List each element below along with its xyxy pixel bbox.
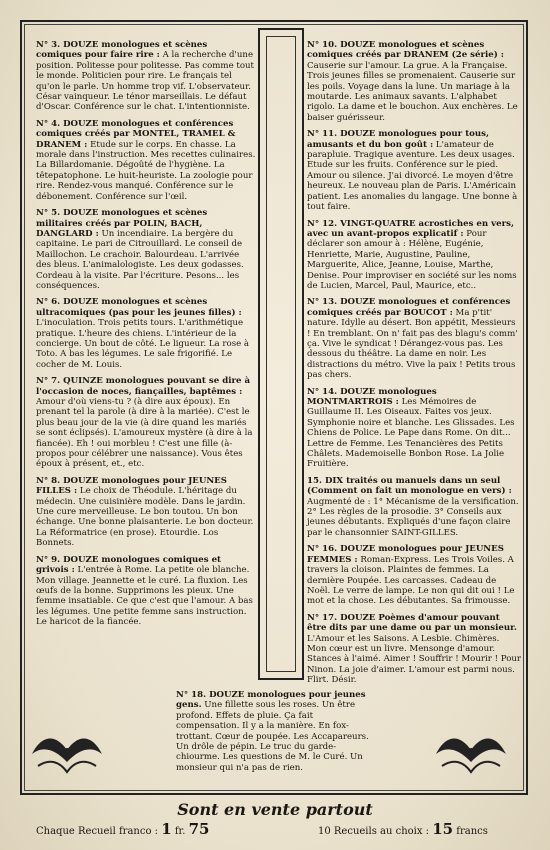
entry-heading: N° 11. DOUZE monologues pour tous, amusants et du bon goût : [307, 129, 489, 150]
price-unit: francs [456, 826, 488, 837]
entry-body: L'amateur de parapluie. Tragique aventure. Les deux usages. Etude sur les fruits. Conférence sur le pied. Amour ou silence. J'ai divorcé. Le moyen d'être heureux. Le nouveau plan de Paris. L'Américain patient. Les anomalies du langage. Une bonne à tout faire. [307, 139, 518, 213]
price-value: 15 [432, 820, 454, 838]
left-column [36, 40, 256, 634]
entry-body: Un incendiaire. La bergère du capitaine. Le pari de Citrouillard. Le conseil de Maillochon. Le crachoir. Balourdeau. L'arrivée des bleus. L'animalologiste. Les deux godasses. Cordeau à la visite. Par l'écriture. Pesons... les conséquences. [36, 228, 244, 291]
price-bundle [318, 820, 488, 838]
price-cents: 75 [188, 820, 210, 838]
catalog-entry [36, 119, 256, 202]
entry-heading: N° 17. DOUZE Poèmes d'amour pouvant être dits par une dame ou par un monsieur. [307, 612, 517, 634]
entry-body: Pour déclarer son amour à : Hélène, Eugénie, Henriette, Marie, Augustine, Pauline, Marguerite, Alice, Jeanne, Louise, Marthe, Denise. Pour improviser en société sur les noms de Lucien, Marcel, Paul, Maurice, etc.. [307, 228, 517, 291]
price-unit: fr. [174, 826, 186, 837]
catalog-entry [36, 208, 256, 291]
price-value: 1 [161, 820, 172, 838]
entry-heading: N° 10. DOUZE monologues et scènes comiques créés par DRANEM (2e série) : [307, 40, 504, 61]
catalog-entry [307, 40, 521, 123]
catalog-entry [36, 297, 256, 370]
catalog-entry [36, 376, 256, 470]
catalog-entry [307, 219, 521, 292]
price-label: 10 Recueils au choix : [318, 826, 430, 837]
price-label: Chaque Recueil franco : [36, 826, 159, 837]
catalog-entry [307, 476, 521, 538]
price-single [36, 820, 209, 838]
entry-heading: 15. DIX traités ou manuels dans un seul (Comment on fait un monologue en vers) : [307, 475, 512, 497]
entry-body: L'inoculation. Trois petits tours. L'arithmétique pratique. L'heure des chiens. L'intérieur de la concierge. Un bout de côté. Le ligueur. La rose à Toto. A bas les légumes. Le sale frigorifié. Le cocher de M. Louis. [36, 318, 250, 370]
entry-body: Une fillette sous les roses. Un être profond. Effets de pluie. Ça fait compensation. Il y a la manière. En fox-trottant. Cœur de poupée. Les Accapareurs. Un drôle de pépin. Le truc du garde-chiourme. Les questions de M. le Curé. Un monsieur qui n'a pas de rien. [176, 700, 369, 773]
catalog-entry [307, 387, 521, 470]
entry-heading: N° 5. DOUZE monologues et scènes militaires créés par POLIN, BACH, DANGLARD : [36, 208, 208, 239]
column-divider [258, 28, 304, 680]
right-ornament [432, 728, 510, 780]
entry-body: Causerie sur l'amour. La grue. A la Française. Trois jeunes filles se promenaient. Causerie sur les poils. Voyage dans la lune. Un mariage à la moutarde. Les animaux savants. L'alphabet rigolo. La dame et le bouchon. Aux enchères. Le baiser guérisseur. [307, 60, 518, 123]
entry-heading: N° 6. DOUZE monologues et scènes ultracomiques (pas pour les jeunes filles) : [36, 297, 242, 318]
entry-heading: N° 18. DOUZE monologues pour jeunes gens. [176, 690, 366, 711]
entry-body: Le choix de Théodule. L'héritage du médecin. Une cuisinière modèle. Dans le jardin. Une cure merveilleuse. Le bon toutou. Un bon échange. Une bonne plaisanterie. Le bon docteur. La Réformatrice (en prose). Etourdie. Los Bonnets. [36, 486, 254, 549]
catalog-entry [36, 555, 256, 628]
catalog-entry [307, 297, 521, 380]
entry-body: Etude sur le corps. En chasse. La morale dans l'instruction. Mes recettes culinaires. La Billardomanie. Dégoûté de l'hygiène. La têtepatophone. Le huit-heuriste. La zoologie pour rire. Rendez-vous manqué. Conférence sur le débonement. Conférence sur l'œil. [36, 139, 256, 202]
entry-body: Ma p'tit' nature. Idylle au désert. Bon appétit, Messieurs ! En tremblant. On n' fait pas des blagu's comm' ça. Vive le syndicat ! Dérangez-vous pas. Les dessous du théâtre. La dame en noir. Les distractions du métro. Vive la paix ! Petits trous pas chers. [307, 307, 518, 381]
entry-body: A la recherche d'une position. Politesse pour politesse. Pas comme tout le monde. Politicien pour rire. Le français tel qu'on le parle. Un homme trop vif. L'observateur. César vainqueur. Le ténor marseillais. Le défaut d'Oscar. Conférence sur le chat. L'intentionniste. [36, 50, 254, 113]
catalog-entry [36, 40, 256, 113]
entry-body: Augmenté de : 1° Mécanisme de la versification. 2° Les règles de la prosodie. 3° Conseils aux jeunes débutants. Expliqués d'une façon claire par le chansonnier SAINT-GILLES. [307, 496, 519, 538]
entry-heading: N° 16. DOUZE monologues pour JEUNES FEMMES : [307, 544, 504, 565]
catalog-entry [307, 613, 521, 686]
entry-heading: N° 13. DOUZE monologues et conférences comiques créés par BOUCOT : [307, 297, 511, 318]
catalog-entry [36, 476, 256, 549]
entry-body: Les Mémoires de Guillaume II. Les Oiseaux. Faites vos jeux. Symphonie noire et blanche. Les Glissades. Les Chiens de Police. Le Pape dans Rome. On dit... Lettre de Femme. Les Tenancières des Petits Châlets. Mademoiselle Bonbon Rose. La Jolie Fruitière. [307, 397, 515, 470]
footer-title: Sont en vente partout [177, 800, 373, 819]
catalog-entry [307, 544, 521, 606]
bottom-entry [176, 690, 376, 773]
entry-heading: N° 9. DOUZE monologues comiques et grivois : [36, 554, 222, 576]
entry-heading: N° 12. VINGT-QUATRE acrostiches en vers, avec un avant-propos explicatif : [307, 218, 514, 239]
entry-heading: N° 3. DOUZE monologues et scènes comiques pour faire rire : [36, 40, 208, 61]
right-column [307, 40, 521, 692]
entry-body: Roman-Express. Les Trois Voiles. A travers la cloison. Plaintes de femmes. La dernière Poupée. Les carcasses. Cadeau de Noël. Le verre de lampe. Le non qui dit oui ! Le mot et la chose. Les débutantes. Sa frimousse. [307, 554, 515, 607]
catalog-entry [307, 129, 521, 212]
entry-body: Amour d'où viens-tu ? (à dire aux époux). En prenant tel la parole (à dire à la mariée). C'est le plus beau jour de la vie (à dire quand les mariés se sont éclipsés). L'amoureux mystère (à dire à la fiancée). Eh ! oui morbleu ! C'est une fille (à-propos pour célébrer une naissance). Vous êtes époux à présent, et., etc. [36, 397, 253, 470]
left-ornament [28, 728, 106, 780]
entry-heading: N° 14. DOUZE monologues MONTMARTROIS : [307, 386, 437, 407]
entry-body: L'entrée à Rome. La petite ole blanche. Mon village. Jeannette et le curé. La fluxion. Les œufs de la bonne. Supprimons les pieux. Une femme insatiable. Ce que c'est que l'amour. A bas les légumes. Une petite femme sans instruction. Le haricot de la fiancée. [36, 565, 253, 628]
entry-body: L'Amour et les Saisons. A Lesbie. Chimères. Mon cœur est un livre. Mensonge d'amour. Stances à l'aimé. Aimer ! Souffrir ! Mourir ! Pour Ninon. La joie d'aimer. L'amour est parmi nous. Flirt. Désir. [307, 633, 522, 686]
entry-heading: N° 7. QUINZE monologues pouvant se dire à l'occasion de noces, fiançailles, baptêmes : [36, 376, 251, 397]
entry-heading: N° 4. DOUZE monologues et conférences comiques créés par MONTEL, TRAMEL & DRANEM : [36, 118, 236, 150]
entry-heading: N° 8. DOUZE monologues pour JEUNES FILLES : [36, 475, 227, 497]
